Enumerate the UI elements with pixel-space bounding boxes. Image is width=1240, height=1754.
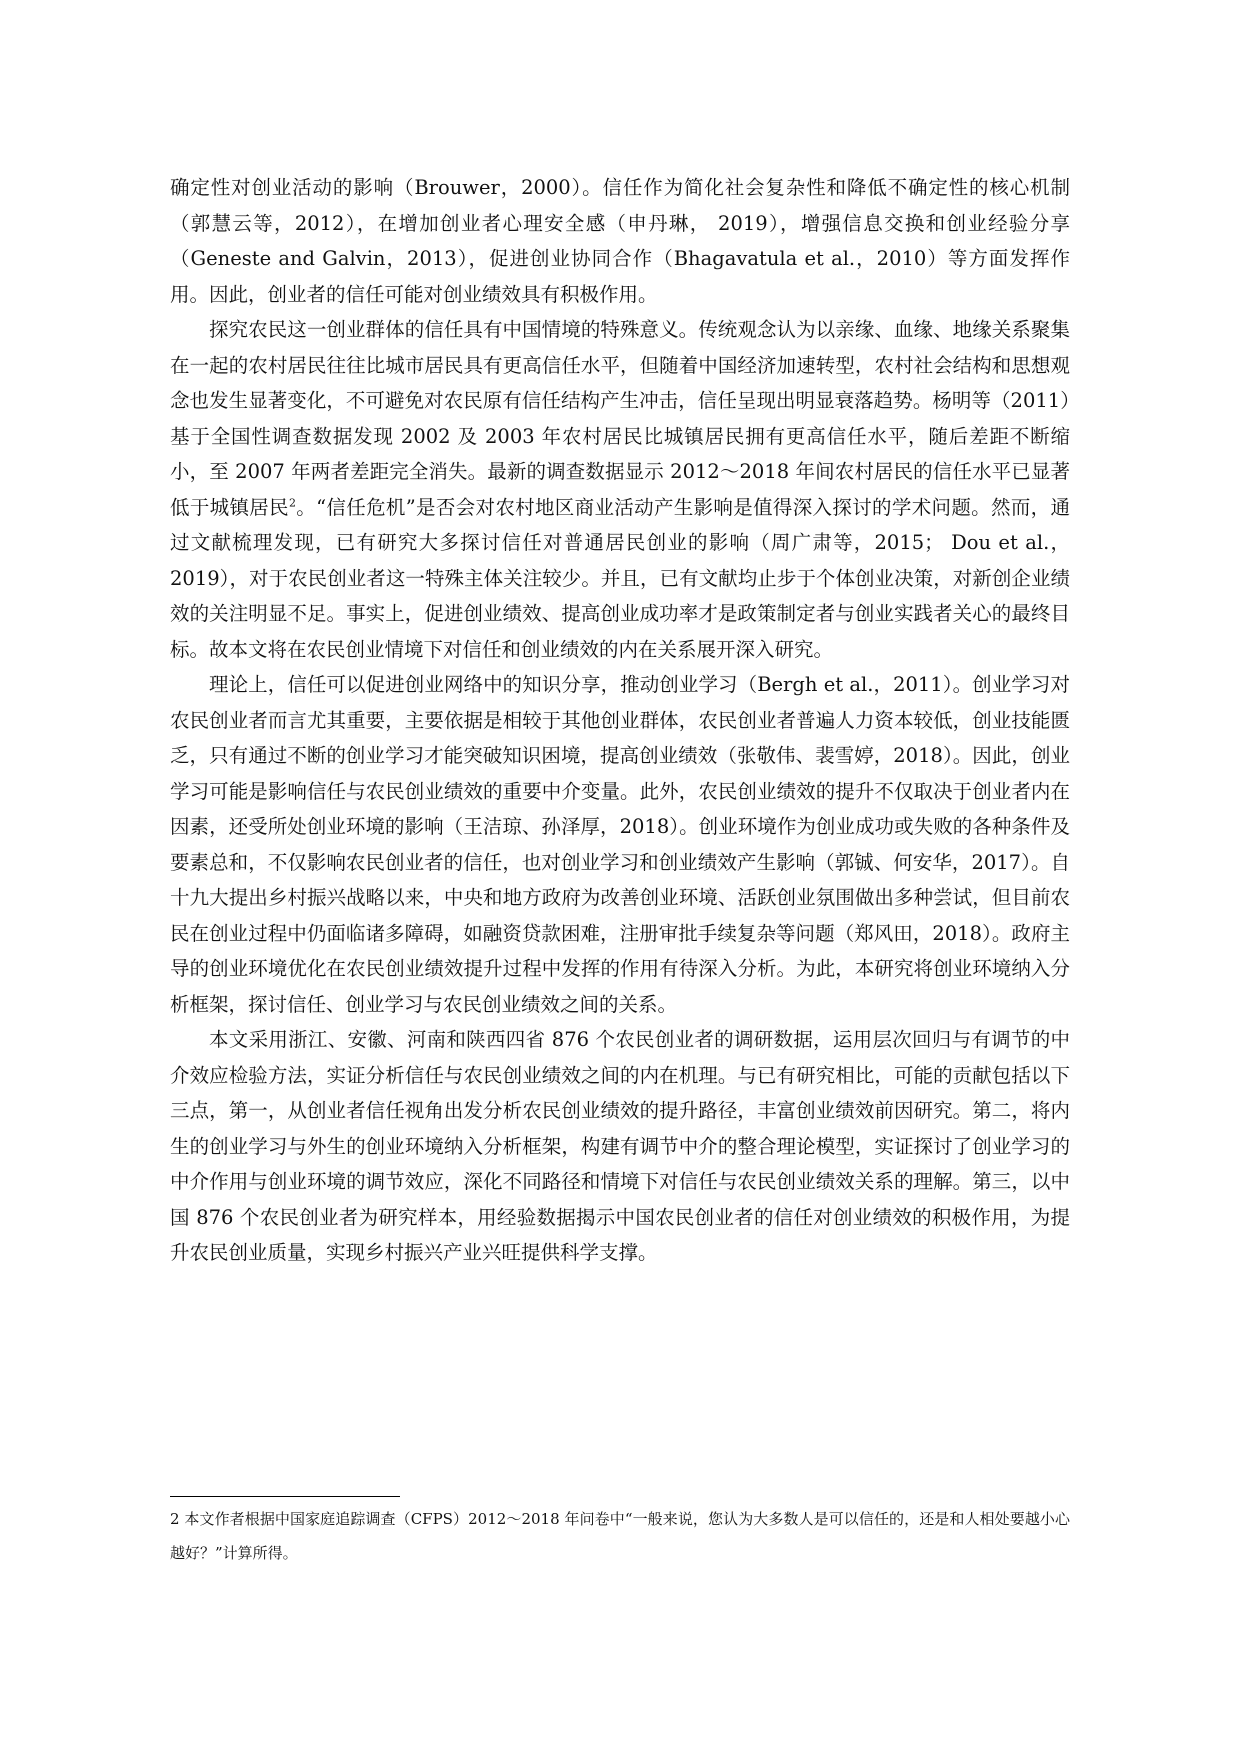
paragraph-1: 确定性对创业活动的影响（Brouwer，2000）。信任作为简化社会复杂性和降低不确定性的核心机制（郭慧云等，2012），在增加创业者心理安全感（申丹琳， 2019），增强信息交换和创业经验分享（Geneste and Galvin，2013），促进创业协同合作（Bhagavatula et al.，2010）等方面发挥作用。因此，创业者的信任可能对创业绩效具有积极作用。 [170,176,1070,306]
paragraph-4: 本文采用浙江、安徽、河南和陕西四省 876 个农民创业者的调研数据，运用层次回归与有调节的中介效应检验方法，实证分析信任与农民创业绩效之间的内在机理。与已有研究相比，可能的贡献包括以下三点，第一，从创业者信任视角出发分析农民创业绩效的提升路径，丰富创业绩效前因研究。第二，将内生的创业学习与外生的创业环境纳入分析框架，构建有调节中介的整合理论模型，实证探讨了创业学习的中介作用与创业环境的调节效应，深化不同路径和情境下对信任与农民创业绩效关系的理解。第三，以中国 876 个农民创业者为研究样本，用经验数据揭示中国农民创业者的信任对创业绩效的积极作用，为提升农民创业质量，实现乡村振兴产业兴旺提供科学支撑。 [170,1028,1070,1264]
footnote-separator [170,1496,400,1497]
footnote-number: 2 [170,1510,180,1528]
paragraph-2-text-end: 。“信任危机”是否会对农村地区商业活动产生影响是值得深入探讨的学术问题。然而，通过文献梳理发现，已有研究大多探讨信任对普通居民创业的影响（周广肃等，2015； Dou et al.，2019），对于农民创业者这一特殊主体关注较少。并且，已有文献均止步于个体创业决策，对新创企业绩效的关注明显不足。事实上，促进创业绩效、提高创业成功率才是政策制定者与创业实践者关心的最终目标。故本文将在农民创业情境下对信任和创业绩效的内在关系展开深入研究。 [170,495,1070,661]
footnote-text: 本文作者根据中国家庭追踪调查（CFPS）2012～2018 年问卷中“一般来说，您认为大多数人是可以信任的，还是和人相处要越小心越好？”计算所得。 [170,1510,1070,1562]
body-text [170,170,1070,1271]
footnote [170,1502,1070,1570]
paragraph-2-text-start: 探究农民这一创业群体的信任具有中国情境的特殊意义。传统观念认为以亲缘、血缘、地缘关系聚集在一起的农村居民往往比城市居民具有更高信任水平，但随着中国经济加速转型，农村社会结构和思想观念也发生显著变化，不可避免对农民原有信任结构产生冲击，信任呈现出明显衰落趋势。杨明等（2011）基于全国性调查数据发现 2002 及 2003 年农村居民比城镇居民拥有更高信任水平，随后差距不断缩小，至 2007 年两者差距完全消失。最新的调查数据显示 2012～2018 年间农村居民的信任水平已显著低于城镇居民 [170,318,1070,519]
footnote-2 [170,1502,1070,1570]
footnote-reference[interactable]: 2 [288,496,296,509]
paragraph-2 [170,312,1070,667]
paragraph-3: 理论上，信任可以促进创业网络中的知识分享，推动创业学习（Bergh et al.，2011）。创业学习对农民创业者而言尤其重要，主要依据是相较于其他创业群体，农民创业者普遍人力资本较低，创业技能匮乏，只有通过不断的创业学习才能突破知识困境，提高创业绩效（张敬伟、裴雪婷，2018）。因此，创业学习可能是影响信任与农民创业绩效的重要中介变量。此外，农民创业绩效的提升不仅取决于创业者内在因素，还受所处创业环境的影响（王洁琼、孙泽厚，2018）。创业环境作为创业成功或失败的各种条件及要素总和，不仅影响农民创业者的信任，也对创业学习和创业绩效产生影响（郭铖、何安华，2017）。自十九大提出乡村振兴战略以来，中央和地方政府为改善创业环境、活跃创业氛围做出多种尝试，但目前农民在创业过程中仍面临诸多障碍，如融资贷款困难，注册审批手续复杂等问题（郑风田，2018）。政府主导的创业环境优化在农民创业绩效提升过程中发挥的作用有待深入分析。为此，本研究将创业环境纳入分析框架，探讨信任、创业学习与农民创业绩效之间的关系。 [170,673,1070,1016]
